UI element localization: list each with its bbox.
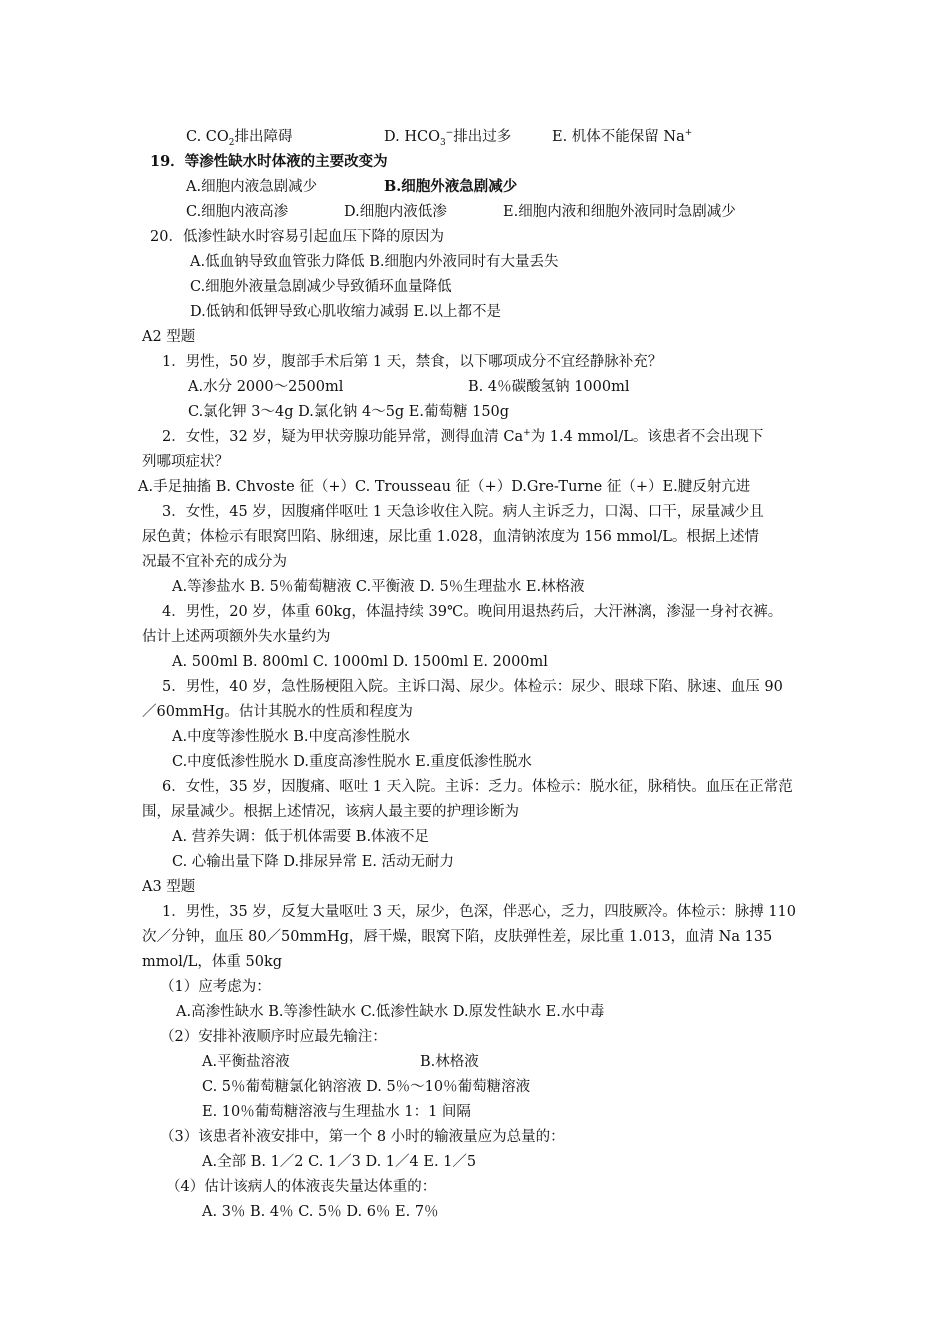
- text-line: A.低血钠导致血管张力降低 B.细胞内外液同时有大量丢失: [190, 254, 559, 270]
- text-line: 估计上述两项额外失水量约为: [142, 629, 331, 645]
- text-line: 尿色黄；体检示有眼窝凹陷、脉细速，尿比重 1.028，血清钠浓度为 156 mmol/L。根据上述情: [142, 529, 759, 545]
- text-line: mmol/L，体重 50kg: [142, 954, 283, 970]
- text-line: A. 营养失调：低于机体需要 B.体液不足: [172, 829, 430, 845]
- text-line: C. 5％葡萄糖氯化钠溶液 D. 5％～10％葡萄糖溶液: [202, 1079, 531, 1095]
- question-heading: 19．等渗性缺水时体液的主要改变为: [150, 153, 388, 170]
- section-heading: A2 型题: [142, 329, 196, 345]
- sub-question: （1）应考虑为：: [160, 979, 271, 995]
- text-line: A.等渗盐水 B. 5％葡萄糖液 C.平衡液 D. 5％生理盐水 E.林格液: [172, 579, 585, 595]
- text-line: 围，尿量减少。根据上述情况，该病人最主要的护理诊断为: [142, 804, 519, 820]
- question-heading: 20．低渗性缺水时容易引起血压下降的原因为: [150, 229, 444, 245]
- question-heading: 4．男性，20 岁，体重 60kg，体温持续 39℃。晚间用退热药后，大汗淋漓，渗湿一身衬衣裤。: [162, 604, 783, 620]
- question-heading: 6．女性，35 岁，因腹痛、呕吐 1 天入院。主诉：乏力。体检示：脱水征，脉稍快。血压在正常范: [162, 779, 793, 795]
- question-heading: 5．男性，40 岁，急性肠梗阻入院。主诉口渴、尿少。体检示：尿少、眼球下陷、脉速、血压 90: [162, 679, 783, 695]
- question-heading: 1．男性，50 岁，腹部手术后第 1 天，禁食，以下哪项成分不宜经静脉补充？: [162, 354, 663, 370]
- text-line: 列哪项症状？: [142, 454, 229, 470]
- text-line: C. 心输出量下降 D.排尿异常 E. 活动无耐力: [172, 854, 455, 870]
- text-line: A.手足抽搐 B. Chvoste 征（+）C. Trousseau 征（+）D.Gre-Turne 征（+）E.腱反射亢进: [138, 479, 751, 495]
- text-line: A. 500ml B. 800ml C. 1000ml D. 1500ml E. 2000ml: [172, 654, 548, 670]
- text-line: 次／分钟，血压 80／50mmHg，唇干燥，眼窝下陷，皮肤弹性差，尿比重 1.013，血清 Na 135: [142, 929, 773, 945]
- sub-question: （2）安排补液顺序时应最先输注：: [160, 1029, 387, 1045]
- question-heading: 1．男性，35 岁，反复大量呕吐 3 天，尿少，色深，伴恶心，乏力，四肢厥冷。体检示：脉搏 110: [162, 904, 797, 920]
- text-line: A.全部 B. 1／2 C. 1／3 D. 1／4 E. 1／5: [202, 1154, 477, 1170]
- text-line: 况最不宜补充的成分为: [142, 554, 287, 570]
- sub-question: （4）估计该病人的体液丧失量达体重的：: [166, 1179, 437, 1195]
- text-line: C.中度低渗性脱水 D.重度高渗性脱水 E.重度低渗性脱水: [172, 754, 532, 770]
- question-heading: 3．女性，45 岁，因腹痛伴呕吐 1 天急诊收住入院。病人主诉乏力，口渴、口干，尿量减少且: [162, 504, 764, 520]
- sub-question: （3）该患者补液安排中，第一个 8 小时的输液量应为总量的：: [160, 1129, 565, 1145]
- text-line: A. 3％ B. 4％ C. 5％ D. 6％ E. 7％: [202, 1204, 439, 1220]
- section-heading: A3 型题: [142, 879, 196, 895]
- text-line: ／60mmHg。估计其脱水的性质和程度为: [142, 704, 413, 720]
- text-line: A.中度等渗性脱水 B.中度高渗性脱水: [172, 729, 410, 745]
- text-line: A.高渗性缺水 B.等渗性缺水 C.低渗性缺水 D.原发性缺水 E.水中毒: [176, 1004, 605, 1020]
- question-heading: 2．女性，32 岁，疑为甲状旁腺功能异常，测得血清 Ca+为 1.4 mmol/L。该患者不会出现下: [162, 428, 764, 445]
- text-line: E. 10％葡萄糖溶液与生理盐水 1：1 间隔: [202, 1104, 471, 1120]
- text-line: C.细胞外液量急剧减少导致循环血量降低: [190, 279, 452, 295]
- text-line: D.低钠和低钾导致心肌收缩力减弱 E.以上都不是: [190, 304, 502, 320]
- text-line: C.氯化钾 3～4g D.氯化钠 4～5g E.葡萄糖 150g: [188, 404, 510, 420]
